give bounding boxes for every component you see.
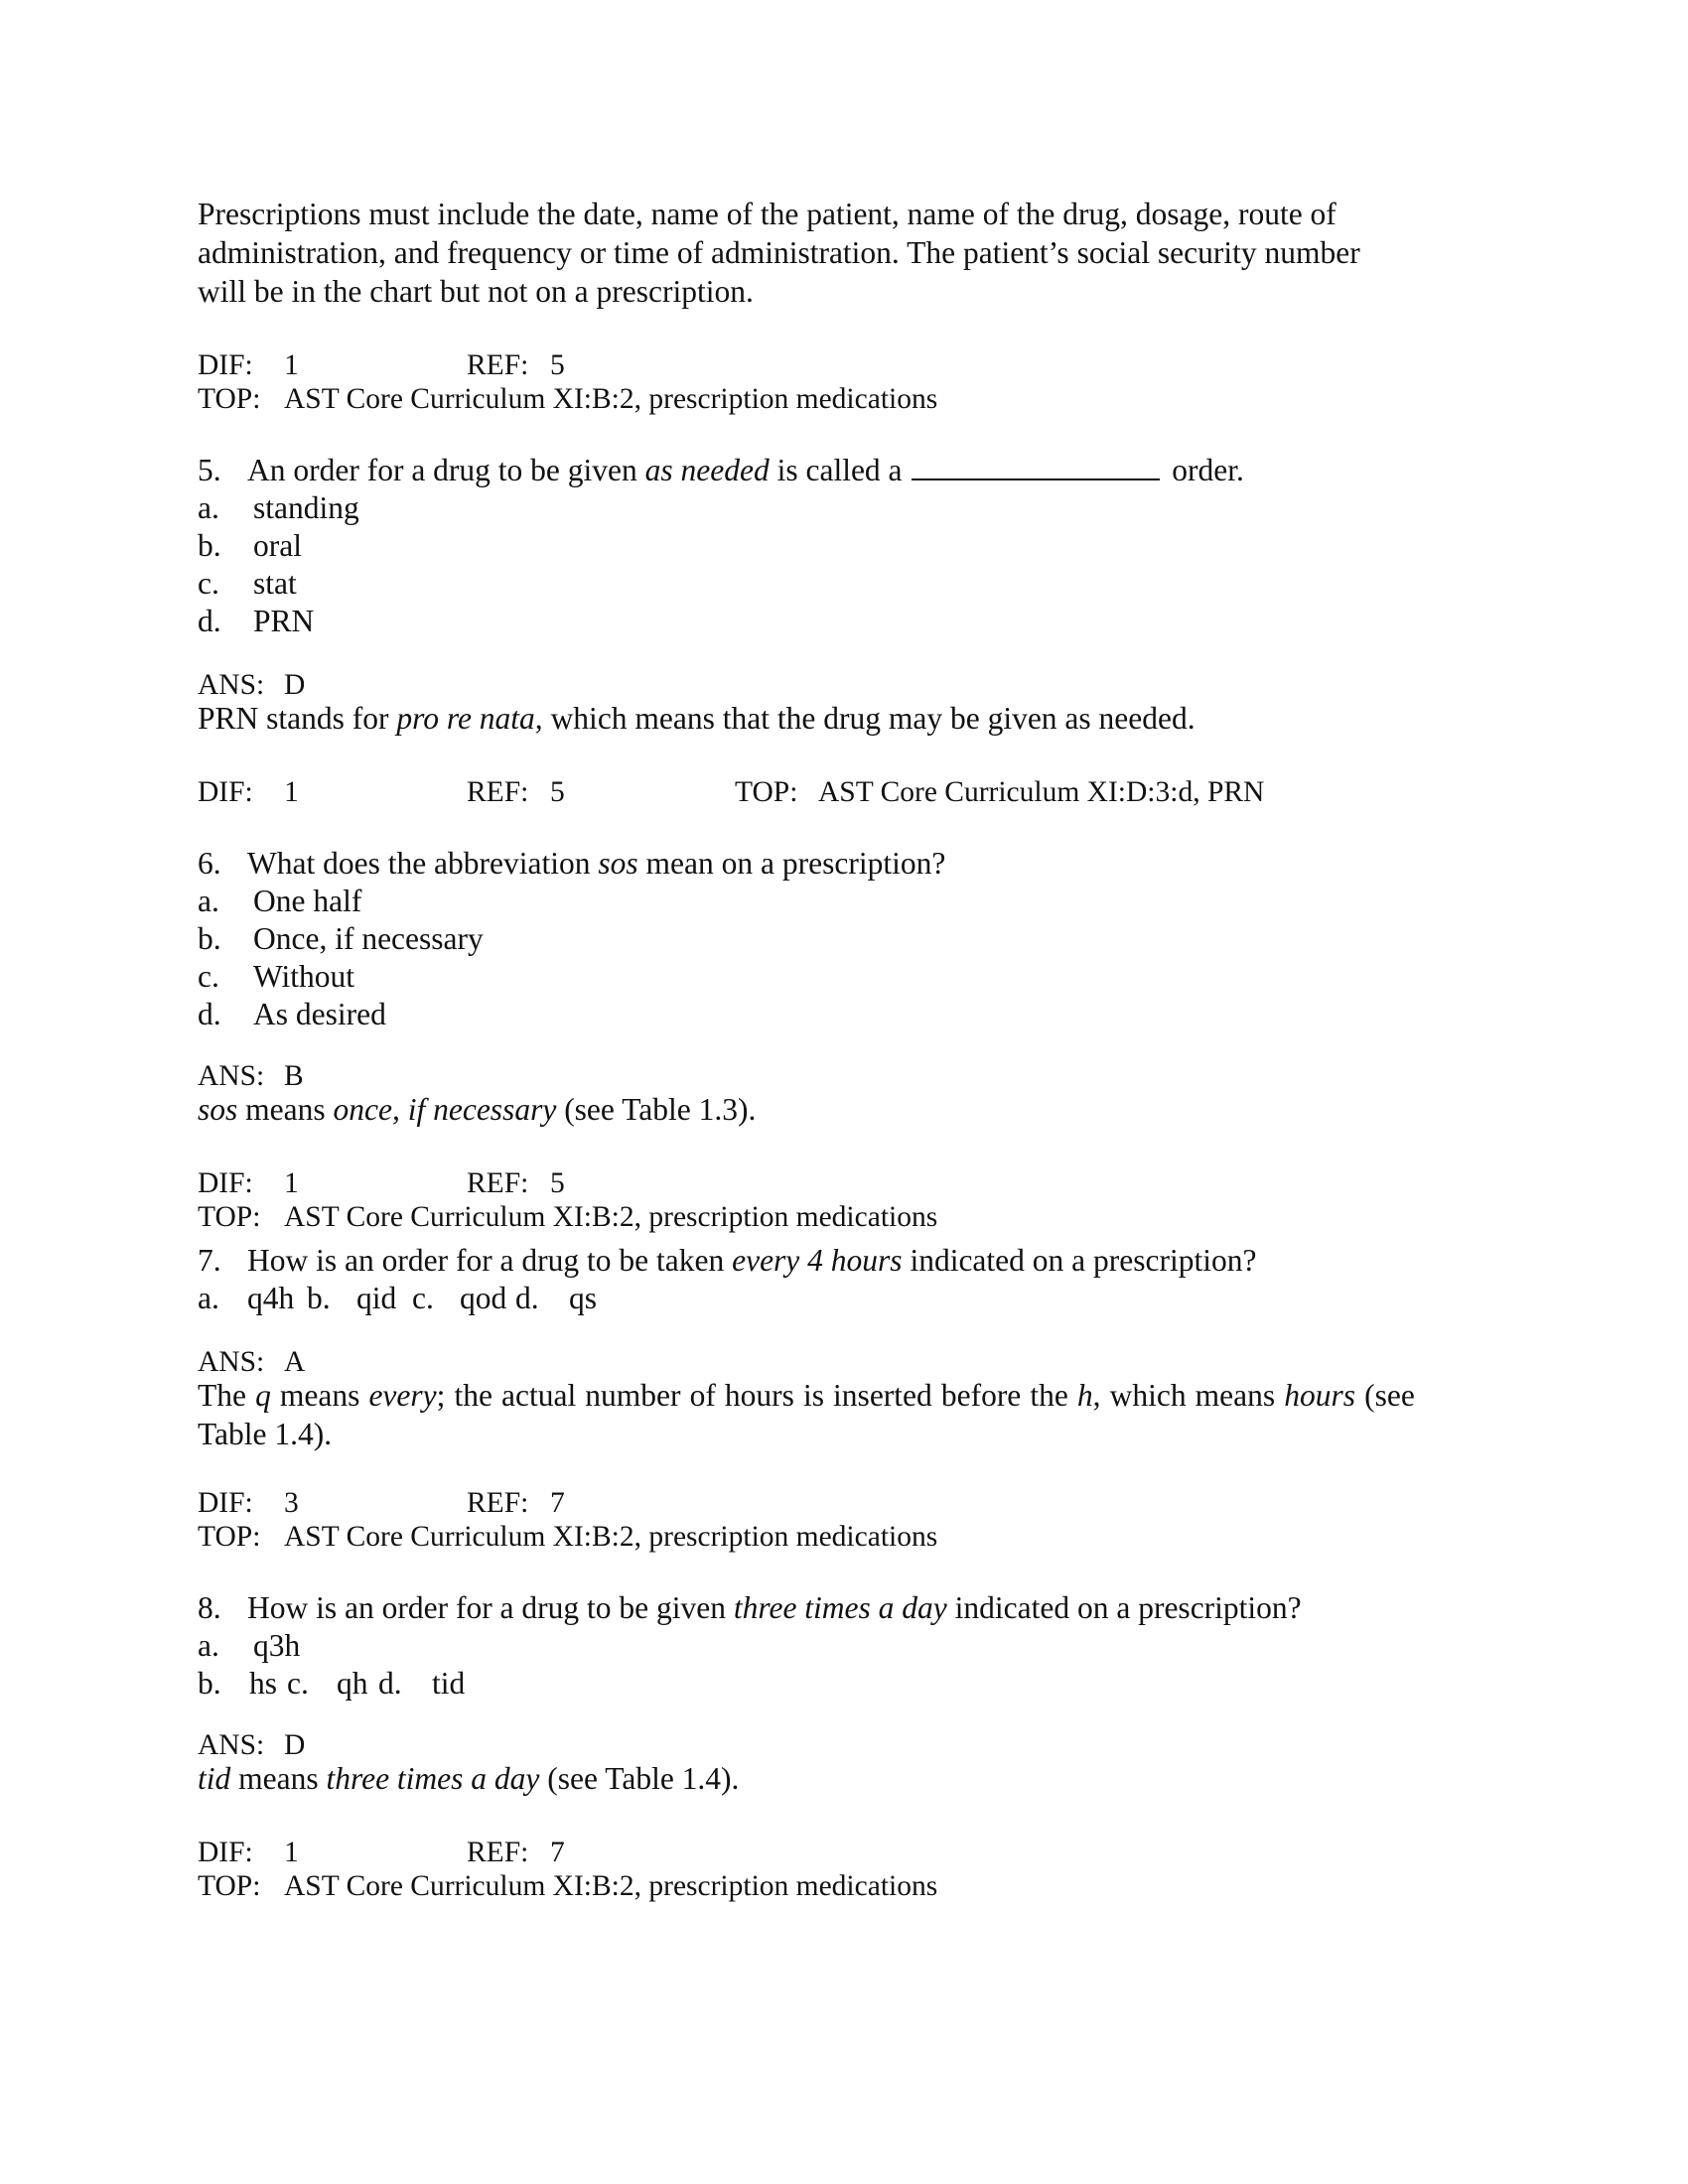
rationale-italic: pro re nata, bbox=[396, 701, 543, 736]
option-letter: a. bbox=[198, 1281, 219, 1315]
option-letter: d. bbox=[515, 1281, 539, 1315]
question-number: 8. bbox=[198, 1590, 221, 1625]
stem-text: How is an order for a drug to be given bbox=[247, 1590, 734, 1625]
top-value: AST Core Curriculum XI:B:2, prescription medications bbox=[284, 1521, 938, 1553]
answer-line bbox=[198, 1060, 304, 1093]
option-text: q3h bbox=[253, 1628, 301, 1663]
option-d bbox=[198, 604, 314, 639]
question-8-stem bbox=[198, 1590, 1302, 1626]
top-value: AST Core Curriculum XI:D:3:d, PRN bbox=[818, 776, 1265, 808]
ref-label: REF: bbox=[467, 776, 529, 808]
rationale-text: , which means bbox=[1092, 1378, 1285, 1413]
dif-label: DIF: bbox=[198, 776, 253, 808]
dif-label: DIF: bbox=[198, 1167, 253, 1199]
option-text: One half bbox=[253, 884, 362, 918]
option-letter: c. bbox=[287, 1666, 309, 1701]
rationale bbox=[198, 1092, 756, 1128]
ans-value: B bbox=[284, 1060, 304, 1092]
option-b bbox=[198, 921, 484, 957]
rationale-italic: once, if necessary bbox=[333, 1092, 557, 1127]
meta-top bbox=[198, 1201, 938, 1234]
rationale-text: The bbox=[198, 1378, 256, 1413]
ref-value: 7 bbox=[550, 1837, 565, 1868]
dif-value: 3 bbox=[284, 1487, 299, 1519]
rationale-text: PRN stands for bbox=[198, 701, 397, 736]
rationale-text: means bbox=[230, 1761, 327, 1796]
answer-blank bbox=[912, 478, 1160, 480]
intro-line-3: will be in the chart but not on a prescription. bbox=[198, 274, 754, 309]
option-d bbox=[198, 997, 386, 1032]
option-text: qs bbox=[569, 1281, 598, 1315]
stem-text: indicated on a prescription? bbox=[946, 1590, 1302, 1625]
dif-value: 1 bbox=[284, 1167, 299, 1199]
dif-value: 1 bbox=[284, 776, 299, 808]
rationale bbox=[198, 1378, 1415, 1414]
ans-value: A bbox=[284, 1346, 306, 1378]
rationale-italic: sos bbox=[198, 1092, 238, 1127]
option-text: PRN bbox=[253, 604, 315, 638]
stem-italic: sos bbox=[598, 846, 638, 881]
option-text: oral bbox=[253, 528, 302, 563]
stem-text: An order for a drug to be given bbox=[247, 453, 645, 487]
rationale-italic: h bbox=[1076, 1378, 1093, 1413]
rationale-text: means bbox=[237, 1092, 334, 1127]
ref-label: REF: bbox=[467, 1167, 529, 1199]
stem-italic: every 4 hours bbox=[732, 1243, 903, 1278]
option-letter: d. bbox=[198, 997, 221, 1031]
option-a bbox=[198, 1628, 300, 1664]
question-number: 6. bbox=[198, 846, 221, 881]
rationale-italic: every bbox=[368, 1378, 437, 1413]
ans-value: D bbox=[284, 669, 306, 701]
option-text: As desired bbox=[253, 997, 386, 1031]
question-5-stem bbox=[198, 453, 1244, 488]
option-letter: c. bbox=[198, 959, 219, 994]
rationale-text: (see Table 1.4). bbox=[539, 1761, 740, 1796]
top-label: TOP: bbox=[735, 776, 798, 808]
intro-line-1: Prescriptions must include the date, name of the patient, name of the drug, dosage, route of bbox=[198, 197, 1336, 231]
rationale bbox=[198, 701, 1196, 737]
meta-dif-ref bbox=[198, 1487, 565, 1520]
rationale-text: (see Table 1.3). bbox=[556, 1092, 757, 1127]
ref-value: 5 bbox=[550, 1167, 565, 1199]
option-letter: d. bbox=[198, 604, 221, 638]
stem-text: How is an order for a drug to be taken bbox=[247, 1243, 733, 1278]
ref-value: 5 bbox=[550, 776, 565, 808]
rationale-text: (see bbox=[1355, 1378, 1415, 1413]
option-letter: b. bbox=[198, 528, 221, 563]
ans-label: ANS: bbox=[198, 1729, 265, 1761]
stem-italic: three times a day bbox=[733, 1590, 947, 1625]
option-letter: d. bbox=[378, 1666, 402, 1701]
rationale-text: which means that the drug may be given as needed. bbox=[542, 701, 1196, 736]
rationale-italic: q bbox=[255, 1378, 271, 1413]
option-letter: c. bbox=[412, 1281, 434, 1315]
question-6-stem bbox=[198, 846, 945, 882]
dif-label: DIF: bbox=[198, 1837, 253, 1868]
option-a bbox=[198, 884, 361, 919]
answer-line bbox=[198, 1346, 306, 1379]
ans-label: ANS: bbox=[198, 1346, 265, 1378]
stem-text: is called a bbox=[769, 453, 911, 487]
meta-dif-ref bbox=[198, 1837, 565, 1869]
option-c bbox=[198, 959, 354, 995]
option-letter: a. bbox=[198, 1628, 219, 1663]
option-c bbox=[198, 566, 297, 602]
option-letter: a. bbox=[198, 490, 219, 525]
ans-label: ANS: bbox=[198, 669, 265, 701]
dif-label: DIF: bbox=[198, 1487, 253, 1519]
answer-line bbox=[198, 1729, 306, 1762]
meta-dif-ref bbox=[198, 1167, 565, 1200]
top-value: AST Core Curriculum XI:B:2, prescription medications bbox=[284, 383, 938, 415]
option-letter: a. bbox=[198, 884, 219, 918]
stem-text: mean on a prescription? bbox=[637, 846, 946, 881]
ref-value: 5 bbox=[550, 349, 565, 381]
option-letter: c. bbox=[198, 566, 219, 601]
answer-line bbox=[198, 669, 306, 702]
intro-line-2: administration, and frequency or time of administration. The patient’s social security number bbox=[198, 235, 1360, 270]
dif-value: 1 bbox=[284, 349, 299, 381]
ans-label: ANS: bbox=[198, 1060, 265, 1092]
option-text: qid bbox=[356, 1281, 397, 1315]
option-text: qod bbox=[460, 1281, 507, 1315]
question-7-stem bbox=[198, 1243, 1256, 1279]
option-letter: b. bbox=[307, 1281, 331, 1315]
ref-label: REF: bbox=[467, 349, 529, 381]
question-number: 7. bbox=[198, 1243, 221, 1278]
option-text: qh bbox=[337, 1666, 368, 1701]
rationale-italic: three times a day bbox=[326, 1761, 540, 1796]
option-text: stat bbox=[253, 566, 297, 601]
option-text: Without bbox=[253, 959, 354, 994]
top-value: AST Core Curriculum XI:B:2, prescription medications bbox=[284, 1201, 938, 1233]
ref-label: REF: bbox=[467, 1837, 529, 1868]
options-inline bbox=[198, 1666, 466, 1702]
top-label: TOP: bbox=[198, 1870, 261, 1902]
top-label: TOP: bbox=[198, 1521, 261, 1553]
rationale-italic: hours bbox=[1284, 1378, 1356, 1413]
ans-value: D bbox=[284, 1729, 306, 1761]
rationale-italic: tid bbox=[198, 1761, 231, 1796]
stem-text: What does the abbreviation bbox=[247, 846, 599, 881]
ref-label: REF: bbox=[467, 1487, 529, 1519]
top-label: TOP: bbox=[198, 383, 261, 415]
meta-dif-ref-top bbox=[198, 776, 1265, 809]
stem-text: indicated on a prescription? bbox=[902, 1243, 1257, 1278]
option-letter: b. bbox=[198, 1666, 221, 1701]
option-b bbox=[198, 528, 302, 564]
ref-value: 7 bbox=[550, 1487, 565, 1519]
option-text: standing bbox=[253, 490, 359, 525]
question-number: 5. bbox=[198, 453, 221, 487]
rationale-text: ; the actual number of hours is inserted before the bbox=[436, 1378, 1077, 1413]
rationale-text: means bbox=[270, 1378, 369, 1413]
option-text: q4h bbox=[247, 1281, 295, 1315]
dif-value: 1 bbox=[284, 1837, 299, 1868]
meta-dif-ref bbox=[198, 349, 565, 382]
meta-top bbox=[198, 1870, 938, 1903]
option-a bbox=[198, 490, 359, 526]
option-text: tid bbox=[432, 1666, 466, 1701]
option-letter: b. bbox=[198, 921, 221, 956]
option-text: hs bbox=[249, 1666, 278, 1701]
dif-label: DIF: bbox=[198, 349, 253, 381]
stem-text: order. bbox=[1164, 453, 1244, 487]
top-label: TOP: bbox=[198, 1201, 261, 1233]
meta-top bbox=[198, 383, 938, 416]
rationale bbox=[198, 1761, 739, 1797]
option-text: Once, if necessary bbox=[253, 921, 484, 956]
options-inline bbox=[198, 1281, 598, 1316]
rationale-line-2: Table 1.4). bbox=[198, 1417, 333, 1451]
stem-italic: as needed bbox=[644, 453, 770, 487]
meta-top bbox=[198, 1521, 938, 1554]
top-value: AST Core Curriculum XI:B:2, prescription medications bbox=[284, 1870, 938, 1902]
